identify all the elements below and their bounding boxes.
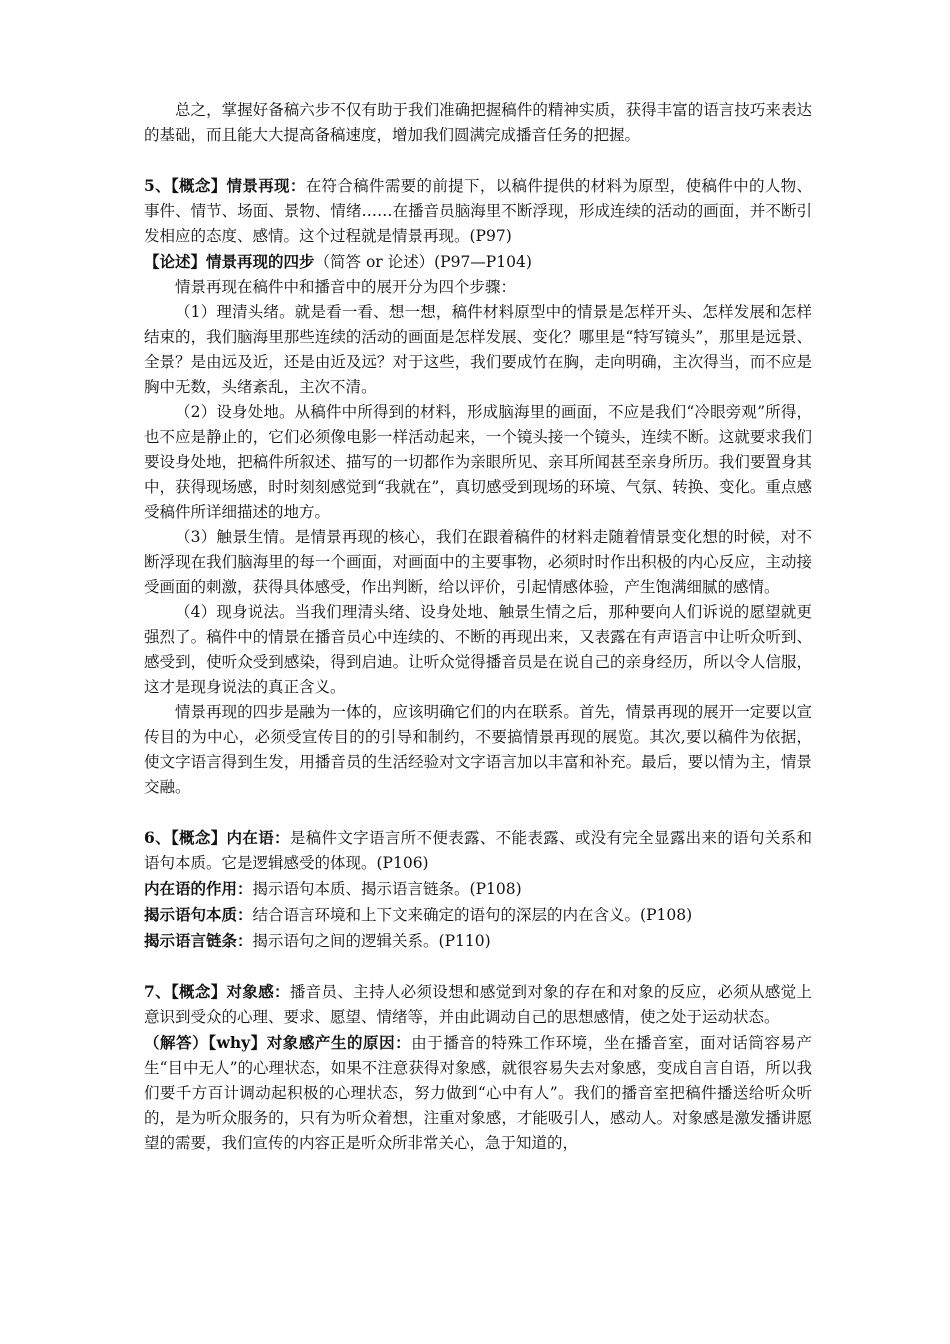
why-heading: （解答）【why】对象感产生的原因： xyxy=(144,1033,412,1052)
section-6-heading: 6、【概念】内在语： xyxy=(144,828,290,847)
section-5-summary: 情景再现的四步是融为一体的，应该明确它们的内在联系。首先，情景再现的展开一定要以宣传目的为中心，必须受宣传目的的引导和制约，不要搞情景再现的展览。其次,要以稿件为依据，使文字语言得到生发，用播音员的生活经验对文字语言加以丰富和补充。最后，要以情为主，情景交融。 xyxy=(144,703,812,796)
section-5-heading: 5、【概念】情景再现： xyxy=(144,176,306,195)
document-page xyxy=(144,98,812,1156)
section-7-body: 播音员、主持人必须设想和感觉到对象的存在和对象的反应，必须从感觉上意识到受众的心理、要求、愿望、情绪等，并由此调动自己的思想感情，使之处于运动状态。 xyxy=(144,983,812,1026)
spacer xyxy=(144,148,812,173)
discussion-note: （简答 or 论述）(P97—P104) xyxy=(314,253,532,271)
section-5-discussion-title xyxy=(144,249,812,275)
section-6-role xyxy=(144,876,812,902)
section-6-essence xyxy=(144,902,812,928)
role-body: 揭示语句本质、揭示语言链条。(P108) xyxy=(252,880,522,898)
role-heading: 内在语的作用： xyxy=(144,879,253,898)
section-7-definition xyxy=(144,979,812,1030)
essence-heading: 揭示语句本质： xyxy=(144,905,253,924)
chain-body: 揭示语句之间的逻辑关系。(P110) xyxy=(252,932,491,950)
section-5-lead: 情景再现在稿件中和播音中的展开分为四个步骤： xyxy=(175,278,517,296)
step-4-paragraph: （4）现身说法。当我们理清头绪、设身处地、触景生情之后，那种要向人们诉说的愿望就更强烈了。稿件中的情景在播音员心中连续的、不断的再现出来，又表露在有声语言中让听众听到、感受到，使听众受到感染，得到启迪。让听众觉得播音员是在说自己的亲身经历，所以令人信服，这才是现身说法的真正含义。 xyxy=(144,603,812,696)
spacer xyxy=(144,800,812,825)
discussion-heading: 【论述】情景再现的四步 xyxy=(144,252,315,271)
why-body: 由于播音的特殊工作环境，坐在播音室，面对话筒容易产生“目中无人”的心理状态，如果不注意获得对象感，就很容易失去对象感，变成自言自语，所以我们要千方百计调动起积极的心理状态，努力做到“心中有人”。我们的播音室把稿件播送给听众听的，是为听众服务的，只有为听众着想，注重对象感，才能吸引人，感动人。对象感是激发播讲愿望的需要，我们宣传的内容正是听众所非常关心，急于知道的， xyxy=(144,1034,812,1152)
intro-paragraph: 总之，掌握好备稿六步不仅有助于我们准确把握稿件的精神实质，获得丰富的语言技巧来表达的基础，而且能大大提高备稿速度，增加我们圆满完成播音任务的把握。 xyxy=(144,101,812,144)
chain-heading: 揭示语言链条： xyxy=(144,931,253,950)
step-3-paragraph: （3）触景生情。是情景再现的核心，我们在跟着稿件的材料走随着情景变化想的时候，对不断浮现在我们脑海里的每一个画面，对画面中的主要事物，必须时时作出积极的内心反应，主动接受画面的刺激，获得具体感受，作出判断，给以评价，引起情感体验，产生饱满细腻的感情。 xyxy=(144,528,812,596)
section-6-body: 是稿件文字语言所不便表露、不能表露、或没有完全显露出来的语句关系和语句本质。它是逻辑感受的体现。(P106) xyxy=(144,829,812,872)
step-1-paragraph: （1）理清头绪。就是看一看、想一想，稿件材料原型中的情景是怎样开头、怎样发展和怎样结束的，我们脑海里那些连续的活动的画面是怎样发展、变化？哪里是“特写镜头”，那里是远景、全景？是由远及近，还是由近及远？对于这些，我们要成竹在胸，走向明确，主次得当，而不应是胸中无数，头绪紊乱，主次不清。 xyxy=(144,303,812,396)
section-7-heading: 7、【概念】对象感： xyxy=(144,982,290,1001)
section-6-chain xyxy=(144,928,812,954)
spacer xyxy=(144,954,812,979)
section-7-why xyxy=(144,1030,812,1156)
section-5-definition xyxy=(144,173,812,249)
section-5-body: 在符合稿件需要的前提下，以稿件提供的材料为原型，使稿件中的人物、事件、情节、场面、景物、情绪……在播音员脑海里不断浮现，形成连续的活动的画面，并不断引发相应的态度、感情。这个过程就是情景再现。(P97) xyxy=(144,177,812,245)
section-6-definition xyxy=(144,825,812,876)
essence-body: 结合语言环境和上下文来确定的语句的深层的内在含义。(P108) xyxy=(252,906,693,924)
step-2-paragraph: （2）设身处地。从稿件中所得到的材料，形成脑海里的画面，不应是我们“冷眼旁观”所得，也不应是静止的，它们必须像电影一样活动起来，一个镜头接一个镜头，连续不断。这就要求我们要设身处地，把稿件所叙述、描写的一切都作为亲眼所见、亲耳所闻甚至亲身所历。我们要置身其中，获得现场感，时时刻刻感觉到“我就在”，真切感受到现场的环境、气氛、转换、变化。重点感受稿件所详细描述的地方。 xyxy=(144,403,812,521)
